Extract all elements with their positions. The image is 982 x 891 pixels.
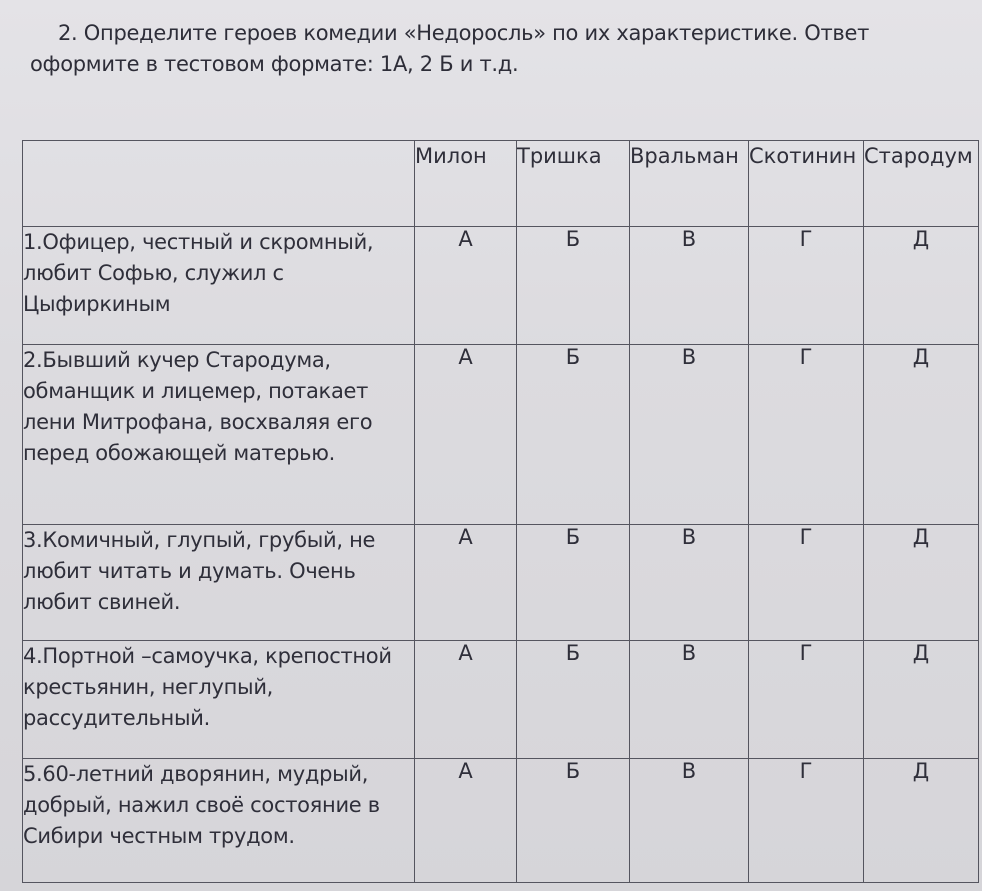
option-cell[interactable]: В — [630, 641, 749, 759]
option-cell[interactable]: Г — [749, 345, 864, 525]
header-empty-cell — [23, 141, 415, 227]
description-cell: 1.Офицер, честный и скромный, любит Софью, служил с Цыфиркиным — [23, 227, 415, 345]
table-row — [23, 227, 979, 345]
table-row — [23, 345, 979, 525]
option-cell[interactable]: Г — [749, 641, 864, 759]
option-cell[interactable]: Б — [517, 641, 630, 759]
hero-header: Милон — [415, 141, 517, 227]
option-cell[interactable]: Д — [864, 345, 979, 525]
option-cell[interactable]: В — [630, 759, 749, 883]
description-cell: 2.Бывший кучер Стародума, обманщик и лицемер, потакает лени Митрофана, восхваляя его перед обожающей матерью. — [23, 345, 415, 525]
table-row — [23, 525, 979, 641]
option-cell[interactable]: А — [415, 227, 517, 345]
option-cell[interactable]: Б — [517, 227, 630, 345]
option-cell[interactable]: Д — [864, 759, 979, 883]
option-cell[interactable]: Б — [517, 525, 630, 641]
description-cell: 4.Портной –самоучка, крепостной крестьянин, неглупый, рассудительный. — [23, 641, 415, 759]
option-cell[interactable]: Д — [864, 227, 979, 345]
option-cell[interactable]: В — [630, 227, 749, 345]
option-cell[interactable]: Д — [864, 525, 979, 641]
hero-header: Тришка — [517, 141, 630, 227]
option-cell[interactable]: Б — [517, 345, 630, 525]
option-cell[interactable]: Г — [749, 525, 864, 641]
table-header-row — [23, 141, 979, 227]
option-cell[interactable]: В — [630, 525, 749, 641]
option-cell[interactable]: А — [415, 345, 517, 525]
option-cell[interactable]: Д — [864, 641, 979, 759]
option-cell[interactable]: В — [630, 345, 749, 525]
option-cell[interactable]: А — [415, 641, 517, 759]
table-row — [23, 759, 979, 883]
matching-table — [22, 140, 979, 883]
option-cell[interactable]: Г — [749, 759, 864, 883]
hero-header: Скотинин — [749, 141, 864, 227]
hero-header: Вральман — [630, 141, 749, 227]
description-cell: 3.Комичный, глупый, грубый, не любит читать и думать. Очень любит свиней. — [23, 525, 415, 641]
hero-header: Стародум — [864, 141, 979, 227]
table-row — [23, 641, 979, 759]
description-cell: 5.60-летний дворянин, мудрый, добрый, нажил своё состояние в Сибири честным трудом. — [23, 759, 415, 883]
option-cell[interactable]: Б — [517, 759, 630, 883]
option-cell[interactable]: Г — [749, 227, 864, 345]
question-text — [30, 18, 960, 80]
question-line-1: 2. Определите героев комедии «Недоросль» по их характеристике. Ответ — [58, 21, 870, 45]
option-cell[interactable]: А — [415, 759, 517, 883]
question-line-2: оформите в тестовом формате: 1А, 2 Б и т.д. — [30, 52, 519, 76]
option-cell[interactable]: А — [415, 525, 517, 641]
